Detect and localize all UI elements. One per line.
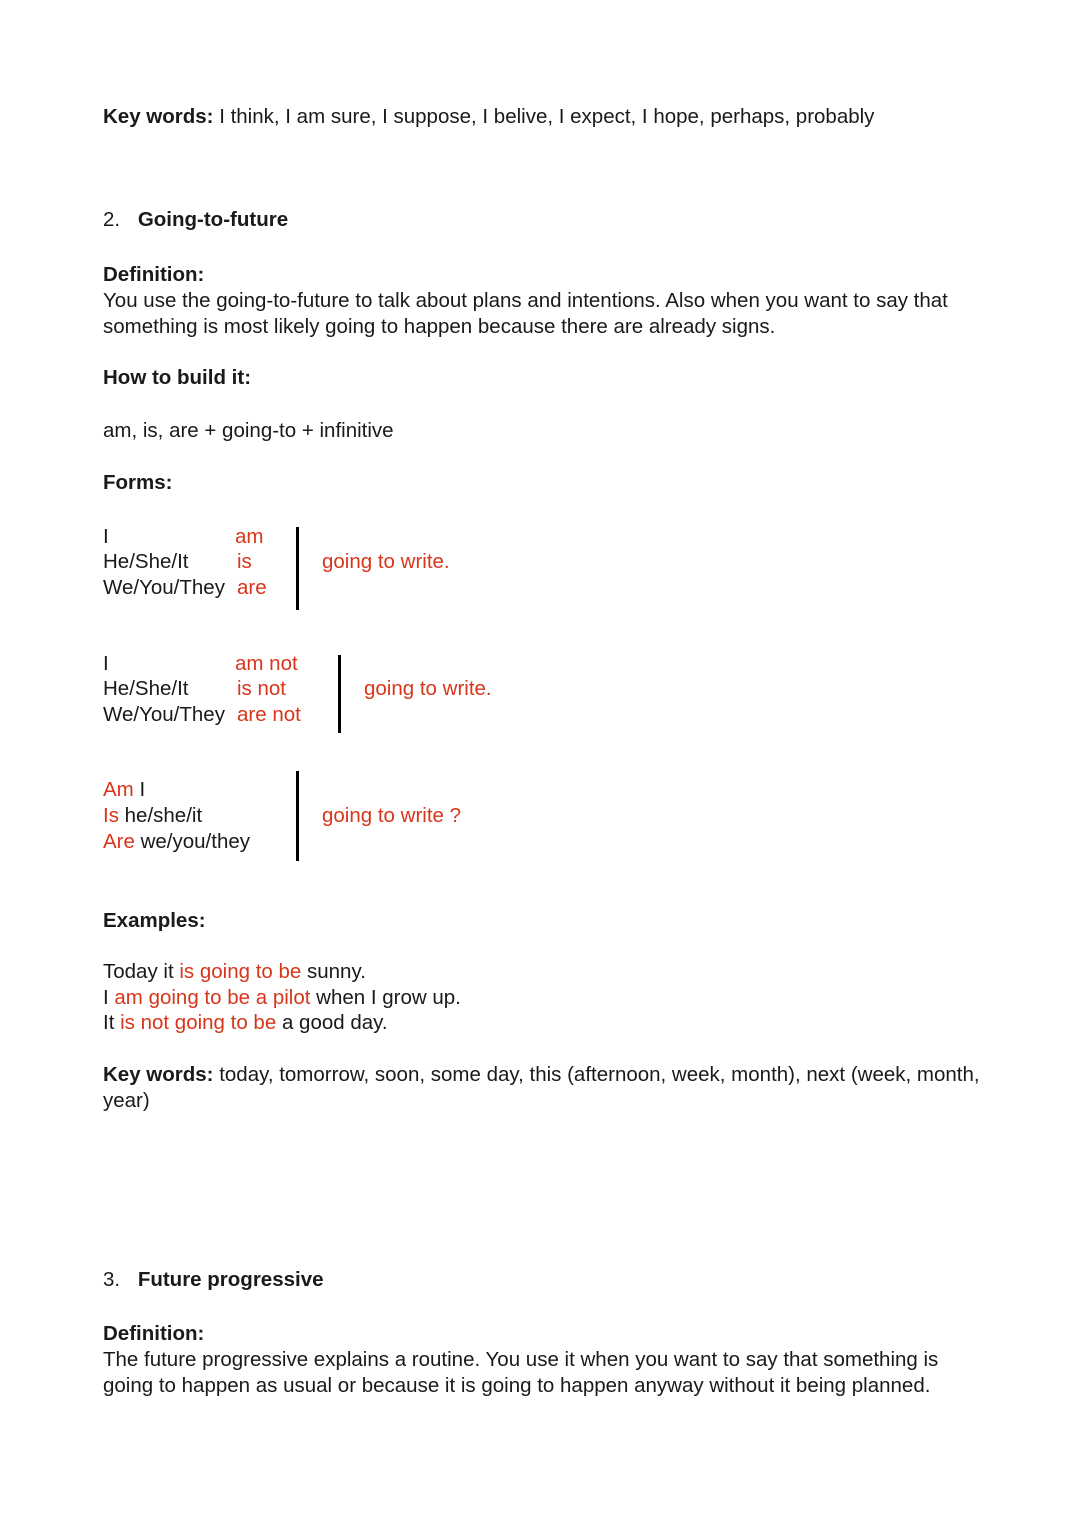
affirmative-verb: are <box>237 576 267 599</box>
negative-verb: am not <box>235 652 298 675</box>
key-words-1-text: I think, I am sure, I suppose, I belive, I expect, I hope, perhaps, probably <box>213 105 875 128</box>
section-2-definition-label: Definition: <box>103 263 205 286</box>
section-2-build-label: How to build it: <box>103 366 252 389</box>
negative-subject: We/You/They <box>103 703 225 726</box>
example-line <box>103 985 461 1011</box>
affirmative-verb: is <box>237 550 252 573</box>
question-subject: we/you/they <box>134 830 250 853</box>
example-text: It <box>103 1011 121 1034</box>
key-words-1-label: Key words: <box>103 105 214 128</box>
section-3-title: Future progressive <box>137 1268 324 1291</box>
question-subject: he/she/it <box>118 804 203 827</box>
example-text: Today it <box>103 960 180 983</box>
example-highlight: is going to be <box>179 960 302 983</box>
section-2-forms-label: Forms: <box>103 471 173 494</box>
section-2-build-formula: am, is, are + going-to + infinitive <box>103 419 394 442</box>
key-words-2 <box>103 1062 983 1114</box>
example-text: a good day. <box>276 1011 388 1034</box>
question-line <box>103 829 250 855</box>
section-2-title: Going-to-future <box>137 208 289 231</box>
negative-verb: are not <box>237 703 301 726</box>
example-text: when I grow up. <box>310 986 461 1009</box>
affirmative-subject: We/You/They <box>103 576 225 599</box>
question-tail: going to write ? <box>322 804 462 827</box>
question-line <box>103 803 202 829</box>
section-3-definition-label: Definition: <box>103 1322 205 1345</box>
example-text: I <box>103 986 115 1009</box>
section-3-heading <box>103 1267 324 1293</box>
key-words-2-text: today, tomorrow, soon, some day, this (afternoon, week, month), next (week, month, year) <box>103 1063 980 1112</box>
affirmative-subject: He/She/It <box>103 550 189 573</box>
question-aux: Am <box>103 778 134 801</box>
example-line <box>103 1010 388 1036</box>
example-highlight: am going to be a pilot <box>114 986 311 1009</box>
key-words-2-label: Key words: <box>103 1063 214 1086</box>
example-line <box>103 959 366 985</box>
section-3-definition-text: The future progressive explains a routine. You use it when you want to say that something is going to happen as usual or because it is going to happen anyway without it being planned. <box>103 1348 939 1397</box>
question-aux: Is <box>103 804 119 827</box>
section-2-examples-label: Examples: <box>103 909 206 932</box>
question-aux: Are <box>103 830 135 853</box>
affirmative-divider <box>296 527 299 610</box>
example-highlight: is not going to be <box>120 1011 277 1034</box>
section-3-number: 3. <box>103 1268 121 1291</box>
key-words-1 <box>103 104 1003 130</box>
example-text: sunny. <box>301 960 366 983</box>
affirmative-verb: am <box>235 525 264 548</box>
question-line <box>103 777 145 803</box>
section-2-definition-text: You use the going-to-future to talk about plans and intentions. Also when you want to say that something is most likely going to happen because there are already signs. <box>103 289 948 338</box>
question-subject: I <box>133 778 146 801</box>
section-2-heading <box>103 207 288 233</box>
negative-divider <box>338 655 341 733</box>
section-2-number: 2. <box>103 208 121 231</box>
question-divider <box>296 771 299 861</box>
affirmative-subject: I <box>103 525 109 548</box>
affirmative-tail: going to write. <box>322 550 450 573</box>
negative-tail: going to write. <box>364 677 492 700</box>
negative-subject: I <box>103 652 109 675</box>
negative-subject: He/She/It <box>103 677 189 700</box>
negative-verb: is not <box>237 677 286 700</box>
